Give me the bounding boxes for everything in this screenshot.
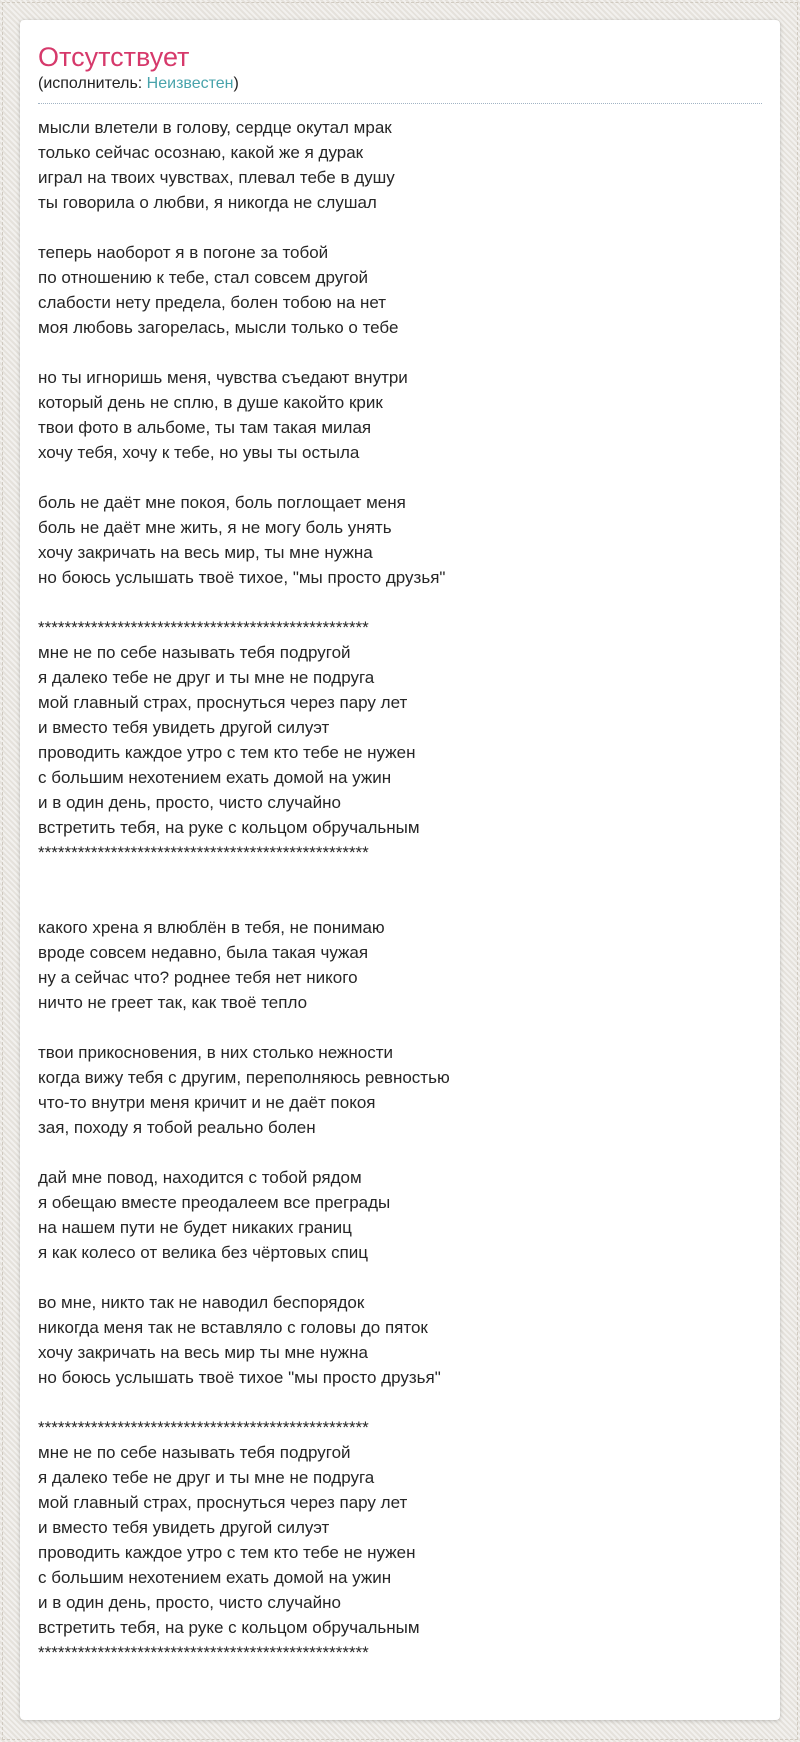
lyric-line: играл на твоих чувствах, плевал тебе в душу — [38, 168, 395, 187]
lyric-line: хочу тебя, хочу к тебе, но увы ты остыла — [38, 443, 360, 462]
lyric-line: что-то внутри меня кричит и не даёт покоя — [38, 1093, 376, 1112]
lyric-blank-line — [38, 1015, 762, 1040]
lyrics-divider-line: ************************************************** — [38, 1643, 369, 1662]
lyric-blank-line — [38, 865, 762, 890]
lyric-line: по отношению к тебе, стал совсем другой — [38, 268, 369, 287]
lyric-line: я далеко тебе не друг и ты мне не подруга — [38, 1468, 375, 1487]
lyric-blank-line — [38, 890, 762, 915]
lyric-line: встретить тебя, на руке с кольцом обручальным — [38, 818, 420, 837]
lyric-line: боль не даёт мне покоя, боль поглощает меня — [38, 493, 406, 512]
lyric-line: ну а сейчас что? роднее тебя нет никого — [38, 968, 358, 987]
lyric-line: мой главный страх, проснуться через пару лет — [38, 1493, 408, 1512]
lyric-line: теперь наоборот я в погоне за тобой — [38, 243, 329, 262]
lyric-line: твои фото в альбоме, ты там такая милая — [38, 418, 372, 437]
lyric-line: и в один день, просто, чисто случайно — [38, 1593, 341, 1612]
lyric-line: но боюсь услышать твоё тихое, "мы просто друзья" — [38, 568, 446, 587]
artist-link[interactable]: Неизвестен — [146, 75, 234, 92]
lyric-line: хочу закричать на весь мир ты мне нужна — [38, 1343, 368, 1362]
lyric-blank-line — [38, 465, 762, 490]
lyric-blank-line — [38, 1140, 762, 1165]
card-content — [20, 20, 780, 1665]
subtitle-suffix: ) — [233, 75, 239, 92]
lyric-line: твои прикосновения, в них столько нежности — [38, 1043, 393, 1062]
lyrics — [38, 104, 762, 1665]
lyric-line: проводить каждое утро с тем кто тебе не нужен — [38, 743, 416, 762]
lyrics-divider-line: ************************************************** — [38, 843, 369, 862]
lyric-blank-line — [38, 590, 762, 615]
lyrics-divider-line: ************************************************** — [38, 1418, 369, 1437]
lyric-line: и вместо тебя увидеть другой силуэт — [38, 718, 330, 737]
lyric-line: никогда меня так не вставляло с головы до пяток — [38, 1318, 428, 1337]
lyric-line: и вместо тебя увидеть другой силуэт — [38, 1518, 330, 1537]
lyric-line: мне не по себе называть тебя подругой — [38, 1443, 351, 1462]
lyric-line: слабости нету предела, болен тобою на нет — [38, 293, 387, 312]
lyric-line: боль не даёт мне жить, я не могу боль унять — [38, 518, 392, 537]
lyric-line: ты говорила о любви, я никогда не слушал — [38, 193, 377, 212]
lyric-line: зая, походу я тобой реально болен — [38, 1118, 316, 1137]
lyric-line: мысли влетели в голову, сердце окутал мрак — [38, 118, 392, 137]
lyric-line: хочу закричать на весь мир, ты мне нужна — [38, 543, 373, 562]
lyric-line: когда вижу тебя с другим, переполняюсь ревностью — [38, 1068, 450, 1087]
lyric-line: я далеко тебе не друг и ты мне не подруга — [38, 668, 375, 687]
lyric-line: во мне, никто так не наводил беспорядок — [38, 1293, 365, 1312]
lyric-line: какого хрена я влюблён в тебя, не понимаю — [38, 918, 385, 937]
lyrics-divider-line: ************************************************** — [38, 618, 369, 637]
lyric-line: который день не сплю, в душе какойто крик — [38, 393, 383, 412]
lyric-line: только сейчас осознаю, какой же я дурак — [38, 143, 364, 162]
lyric-blank-line — [38, 340, 762, 365]
lyric-line: дай мне повод, находится с тобой рядом — [38, 1168, 362, 1187]
lyric-line: ничто не греет так, как твоё тепло — [38, 993, 308, 1012]
lyric-line: моя любовь загорелась, мысли только о тебе — [38, 318, 399, 337]
artist-subtitle — [38, 72, 762, 104]
lyric-line: но боюсь услышать твоё тихое "мы просто друзья" — [38, 1368, 441, 1387]
lyric-line: с большим нехотением ехать домой на ужин — [38, 1568, 392, 1587]
lyric-line: я обещаю вместе преодалеем все преграды — [38, 1193, 391, 1212]
lyrics-card — [20, 20, 780, 1720]
lyric-line: встретить тебя, на руке с кольцом обручальным — [38, 1618, 420, 1637]
lyric-blank-line — [38, 215, 762, 240]
lyric-line: на нашем пути не будет никаких границ — [38, 1218, 352, 1237]
lyric-line: мой главный страх, проснуться через пару лет — [38, 693, 408, 712]
lyric-line: вроде совсем недавно, была такая чужая — [38, 943, 369, 962]
lyric-blank-line — [38, 1390, 762, 1415]
lyric-line: и в один день, просто, чисто случайно — [38, 793, 341, 812]
lyric-line: мне не по себе называть тебя подругой — [38, 643, 351, 662]
lyric-line: проводить каждое утро с тем кто тебе не нужен — [38, 1543, 416, 1562]
lyric-blank-line — [38, 1265, 762, 1290]
lyric-line: я как колесо от велика без чёртовых спиц — [38, 1243, 369, 1262]
page-title: Отсутствует — [38, 42, 190, 72]
lyric-line: с большим нехотением ехать домой на ужин — [38, 768, 392, 787]
subtitle-prefix: (исполнитель: — [38, 75, 147, 92]
lyric-line: но ты игноришь меня, чувства съедают внутри — [38, 368, 408, 387]
